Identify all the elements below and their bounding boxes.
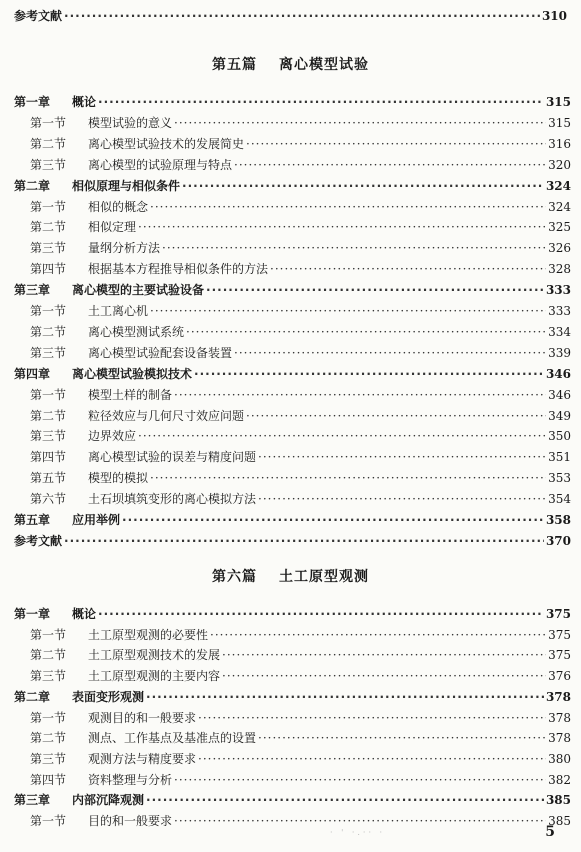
toc-row-page: 315 <box>545 95 571 109</box>
toc-row-page: 370 <box>545 533 571 548</box>
toc-row-number: 第二节 <box>30 408 67 423</box>
toc-row-title: 观测方法与精度要求 <box>88 751 197 766</box>
part-name: 土工原型观测 <box>279 569 369 585</box>
toc-row-title: 土石坝填筑变形的离心模拟方法 <box>88 492 257 507</box>
toc-row-chapter <box>14 687 571 707</box>
toc-row-title: 土工原型观测的必要性 <box>88 627 209 642</box>
toc-row-title: 观测目的和一般要求 <box>88 710 197 725</box>
toc-row-title: 相似原理与相似条件 <box>72 178 181 193</box>
toc-row-title: 资料整理与分析 <box>88 772 173 787</box>
toc-row-page: 378 <box>548 710 571 725</box>
toc-row-label <box>30 426 136 446</box>
toc-row-section <box>30 322 571 342</box>
leader-dots <box>258 489 546 509</box>
toc-row-section <box>30 426 571 446</box>
toc-row-number: 第三节 <box>30 241 67 256</box>
toc-row-title: 内部沉降观测 <box>72 793 145 808</box>
toc-row-references-top <box>14 6 567 26</box>
leader-dots <box>174 113 546 133</box>
toc-row-page: 346 <box>548 387 571 402</box>
leader-dots <box>138 426 546 446</box>
toc-row-title: 模型的模拟 <box>88 471 149 486</box>
toc-row-label <box>30 343 232 363</box>
toc-row-label <box>30 749 196 769</box>
toc-row-number: 第三节 <box>30 669 67 684</box>
toc-row-label <box>30 217 136 237</box>
leader-dots <box>222 645 546 665</box>
toc-row-page: 325 <box>548 220 571 235</box>
toc-row-section <box>30 301 571 321</box>
toc-row-label <box>30 770 172 790</box>
toc-row-section <box>30 197 571 217</box>
toc-row-number: 第二节 <box>30 136 67 151</box>
part-number: 第六篇 <box>212 569 257 585</box>
toc-row-number: 第一章 <box>14 607 51 621</box>
toc-row-section <box>30 468 571 488</box>
toc-row-label <box>30 645 220 665</box>
toc-row-title: 概论 <box>72 607 97 621</box>
toc-row-title: 根据基本方程推导相似条件的方法 <box>88 262 269 277</box>
toc-row-label <box>30 259 268 279</box>
toc-row-title: 参考文献 <box>14 9 63 23</box>
toc-row-number: 第二节 <box>30 220 67 235</box>
leader-dots <box>98 92 544 112</box>
leader-dots <box>146 790 544 810</box>
leader-dots <box>186 322 546 342</box>
toc-row-number: 第二节 <box>30 731 67 746</box>
toc-row-number: 第四节 <box>30 450 67 465</box>
toc-row-label <box>30 113 172 133</box>
toc-row-label <box>30 197 148 217</box>
toc-row-label <box>30 406 244 426</box>
leader-dots <box>246 406 546 426</box>
toc-row-label <box>14 92 96 112</box>
toc-row-page: 320 <box>548 157 571 172</box>
toc-row-title: 测点、工作基点及基准点的设置 <box>88 731 257 746</box>
toc-row-page: 326 <box>548 241 571 256</box>
toc-row-page: 316 <box>548 136 571 151</box>
toc-row-section <box>30 645 571 665</box>
toc-row-title: 土工原型观测技术的发展 <box>88 648 221 663</box>
toc-row-label <box>14 280 204 300</box>
toc-row-chapter <box>14 510 571 530</box>
toc-row-page: 351 <box>548 450 571 465</box>
toc-row-page: 380 <box>548 751 571 766</box>
toc-row-page: 376 <box>548 669 571 684</box>
part-title-6 <box>0 566 581 586</box>
toc-row-title: 离心模型的试验原理与特点 <box>88 157 233 172</box>
toc-row-section <box>30 343 571 363</box>
toc-row-number: 第三节 <box>30 157 67 172</box>
toc-row-page: 333 <box>545 283 571 298</box>
toc-row-title: 边界效应 <box>88 429 137 444</box>
toc-row-section <box>30 811 571 831</box>
toc-row-page: 354 <box>548 492 571 507</box>
toc-row-section <box>30 489 571 509</box>
leader-dots <box>150 301 546 321</box>
toc-row-label <box>30 625 208 645</box>
toc-row-title: 量纲分析方法 <box>88 241 161 256</box>
toc-row-number: 第二节 <box>30 324 67 339</box>
leader-dots <box>174 385 546 405</box>
toc-row-page: 310 <box>541 9 567 23</box>
toc-row-label <box>30 728 256 748</box>
toc-row-title: 概论 <box>72 95 97 109</box>
scan-artifact: · ' ·.·· · <box>330 828 386 837</box>
toc-row-section <box>30 406 571 426</box>
toc-row-page: 350 <box>548 429 571 444</box>
toc-row-label <box>14 531 62 551</box>
toc-row-number: 第三节 <box>30 751 67 766</box>
toc-row-section <box>30 259 571 279</box>
toc-row-title: 离心模型测试系统 <box>88 324 185 339</box>
toc-row-number: 第一节 <box>30 710 67 725</box>
toc-row-label <box>14 176 180 196</box>
toc-row-title: 模型试验的意义 <box>88 115 173 130</box>
toc-row-refs <box>14 531 571 551</box>
toc-row-page: 375 <box>548 648 571 663</box>
leader-dots <box>234 155 546 175</box>
toc-row-chapter <box>14 604 571 624</box>
toc-row-label <box>30 489 256 509</box>
toc-row-title: 目的和一般要求 <box>88 814 173 828</box>
toc-row-page: 378 <box>545 689 571 704</box>
leader-dots <box>258 728 546 748</box>
part-number: 第五篇 <box>212 57 257 73</box>
toc-row-label <box>14 510 120 530</box>
toc-row-page: 339 <box>548 345 571 360</box>
leader-dots <box>174 770 546 790</box>
toc-row-label <box>14 687 144 707</box>
toc-row-number: 第二节 <box>30 648 67 663</box>
leader-dots <box>150 468 546 488</box>
toc-row-label <box>30 134 244 154</box>
part-name: 离心模型试验 <box>279 57 369 73</box>
toc-row-label <box>30 666 220 686</box>
toc-row-label <box>30 155 232 175</box>
leader-dots <box>182 176 544 196</box>
toc-row-chapter <box>14 92 571 112</box>
toc-row-number: 第四节 <box>30 262 67 277</box>
toc-row-section <box>30 770 571 790</box>
part-title-5 <box>0 54 581 74</box>
toc-row-number: 第一节 <box>30 387 67 402</box>
toc-row-number: 第一节 <box>30 814 67 828</box>
toc-row-label <box>14 790 144 810</box>
toc-row-title: 相似定理 <box>88 220 137 235</box>
toc-row-title: 表面变形观测 <box>72 689 145 704</box>
toc-row-label <box>14 364 192 384</box>
leader-dots <box>98 604 544 624</box>
toc-row-number: 第五节 <box>30 471 67 486</box>
toc-row-section <box>30 708 571 728</box>
toc-row-chapter <box>14 176 571 196</box>
toc-row-title: 相似的概念 <box>88 199 149 214</box>
toc-row-page: 385 <box>548 814 571 828</box>
toc-row-number: 第四节 <box>30 772 67 787</box>
toc-row-label <box>14 604 96 624</box>
toc-row-number: 第一节 <box>30 627 67 642</box>
toc-row-number: 第二章 <box>14 178 51 193</box>
toc-row-label <box>30 238 160 258</box>
toc-row-title: 离心模型试验的误差与精度问题 <box>88 450 257 465</box>
toc-row-title: 土工离心机 <box>88 304 149 318</box>
toc-row-label <box>30 385 172 405</box>
leader-dots <box>122 510 544 530</box>
toc-row-chapter <box>14 364 571 384</box>
toc-row-page: 333 <box>548 304 571 318</box>
leader-dots <box>206 280 544 300</box>
toc-row-chapter <box>14 280 571 300</box>
toc-row-label <box>30 468 148 488</box>
leader-dots <box>246 134 546 154</box>
toc-row-page: 358 <box>545 513 571 527</box>
toc-row-section <box>30 728 571 748</box>
leader-dots <box>258 447 546 467</box>
toc-row-title: 参考文献 <box>14 533 63 548</box>
leader-dots <box>222 666 546 686</box>
leader-dots <box>138 217 546 237</box>
toc-row-section <box>30 134 571 154</box>
toc-row-number: 第六节 <box>30 492 67 507</box>
toc-row-label <box>30 708 196 728</box>
toc-row-title: 离心模型试验配套设备装置 <box>88 345 233 360</box>
leader-dots <box>162 238 546 258</box>
toc-row-page: 375 <box>545 607 571 621</box>
toc-row-label <box>30 811 172 831</box>
toc-row-number: 第四章 <box>14 366 51 381</box>
toc-row-number: 第二章 <box>14 689 51 704</box>
toc-row-page: 378 <box>548 731 571 746</box>
leader-dots <box>150 197 546 217</box>
toc-row-section <box>30 749 571 769</box>
toc-row-page: 328 <box>548 262 571 277</box>
toc-row-page: 324 <box>545 178 571 193</box>
leader-dots <box>210 625 546 645</box>
toc-row-section <box>30 155 571 175</box>
toc-row-chapter <box>14 790 571 810</box>
toc-row-section <box>30 447 571 467</box>
toc-row-page: 324 <box>548 199 571 214</box>
toc-row-page: 385 <box>545 793 571 808</box>
leader-dots <box>64 531 544 551</box>
toc-row-section <box>30 625 571 645</box>
toc-row-title: 粒径效应与几何尺寸效应问题 <box>88 408 245 423</box>
leader-dots <box>234 343 546 363</box>
toc-row-section <box>30 385 571 405</box>
toc-row-label <box>30 301 148 321</box>
toc-row-title: 离心模型的主要试验设备 <box>72 283 205 298</box>
toc-row-number: 第一节 <box>30 115 67 130</box>
toc-row-title: 离心模型试验技术的发展简史 <box>88 136 245 151</box>
toc-row-page: 353 <box>548 471 571 486</box>
toc-row-section <box>30 238 571 258</box>
toc-row-title: 土工原型观测的主要内容 <box>88 669 221 684</box>
toc-row-number: 第三节 <box>30 429 67 444</box>
page-number: 5 <box>545 824 555 840</box>
leader-dots <box>270 259 546 279</box>
toc-row-page: 315 <box>548 115 571 130</box>
toc-row-number: 第三节 <box>30 345 67 360</box>
leader-dots <box>194 364 544 384</box>
leader-dots <box>146 687 544 707</box>
toc-row-label <box>30 322 184 342</box>
toc-row-section <box>30 217 571 237</box>
toc-row-page: 382 <box>548 772 571 787</box>
toc-row-label <box>30 447 256 467</box>
toc-row-title: 应用举例 <box>72 513 121 527</box>
toc-row-number: 第一章 <box>14 95 51 109</box>
toc-row-number: 第一节 <box>30 199 67 214</box>
leader-dots <box>64 6 540 26</box>
toc-row-number: 第三章 <box>14 793 51 808</box>
toc-row-page: 346 <box>545 366 571 381</box>
toc-row-page: 349 <box>548 408 571 423</box>
toc-row-number: 第一节 <box>30 304 67 318</box>
toc-row-page: 375 <box>548 627 571 642</box>
toc-row-number: 第三章 <box>14 283 51 298</box>
toc-row-section <box>30 666 571 686</box>
leader-dots <box>198 749 546 769</box>
toc-row-number: 第五章 <box>14 513 51 527</box>
toc-row-title: 模型土样的制备 <box>88 387 173 402</box>
leader-dots <box>198 708 546 728</box>
toc-row-title: 离心模型试验模拟技术 <box>72 366 193 381</box>
toc-row-page: 334 <box>548 324 571 339</box>
toc-row-section <box>30 113 571 133</box>
